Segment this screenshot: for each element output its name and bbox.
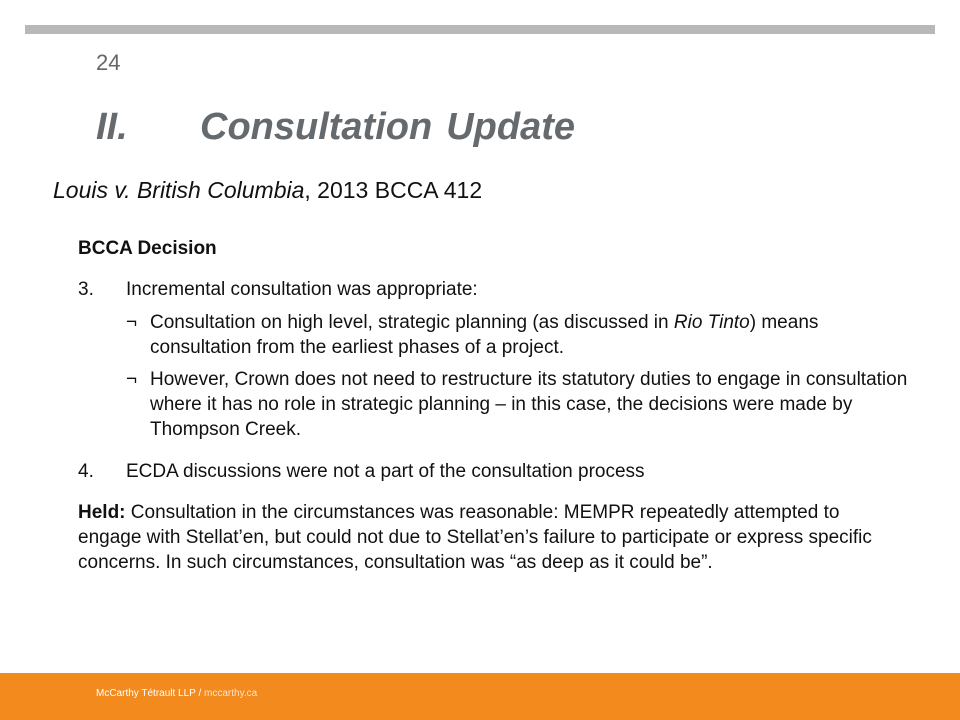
- case-reference-italic: Rio Tinto: [673, 312, 750, 333]
- held-text: Consultation in the circumstances was reasonable: MEMPR repeatedly attempted to engage with Stellat’en, but could not due to Stellat’en’s failure to participate or express specific concerns. In such circumstances, consultation was “as deep as it could be”.: [78, 502, 872, 573]
- case-citation: [53, 177, 482, 204]
- case-name: Louis v. British Columbia: [53, 177, 305, 203]
- held-paragraph: [78, 500, 908, 575]
- bullet-text-part: Consultation on high level, strategic planning (as discussed in: [150, 312, 674, 333]
- footer-text: [96, 688, 257, 699]
- held-label: Held:: [78, 502, 126, 523]
- item-number: 3.: [78, 279, 94, 300]
- bullet-mark-icon: ¬: [126, 369, 138, 390]
- item-text: Incremental consultation was appropriate:: [126, 279, 478, 300]
- case-reference: , 2013 BCCA 412: [304, 177, 483, 203]
- bullet-text: [150, 310, 908, 360]
- top-divider: [25, 25, 935, 34]
- firm-name: McCarthy Tétrault LLP /: [96, 688, 205, 699]
- title-word-update: Update: [446, 106, 575, 148]
- title-section-number: II.: [96, 106, 128, 148]
- item-number: 4.: [78, 461, 94, 482]
- bullet-mark-icon: ¬: [126, 312, 138, 333]
- footer-bar: [0, 673, 960, 720]
- bullet-text: However, Crown does not need to restructure its statutory duties to engage in consultation where it has no role in strategic planning – in this case, the decisions were made by Thompson Creek.: [150, 369, 908, 440]
- numbered-item-3: [78, 277, 908, 302]
- numbered-item-4: [78, 459, 908, 484]
- bullet-item-1: [126, 310, 908, 360]
- spacer: [78, 449, 908, 459]
- bullet-text-part: ) means consultation from the earliest phases of a project.: [150, 312, 819, 358]
- item-text: ECDA discussions were not a part of the consultation process: [126, 461, 645, 482]
- slide-title: [96, 106, 575, 149]
- page-number: 24: [96, 50, 121, 75]
- section-heading: BCCA Decision: [78, 238, 217, 259]
- website-link[interactable]: mccarthy.ca: [204, 688, 258, 699]
- bullet-item-2: [126, 367, 908, 442]
- slide-content: [78, 236, 908, 575]
- title-word-consultation: Consultation: [200, 106, 433, 148]
